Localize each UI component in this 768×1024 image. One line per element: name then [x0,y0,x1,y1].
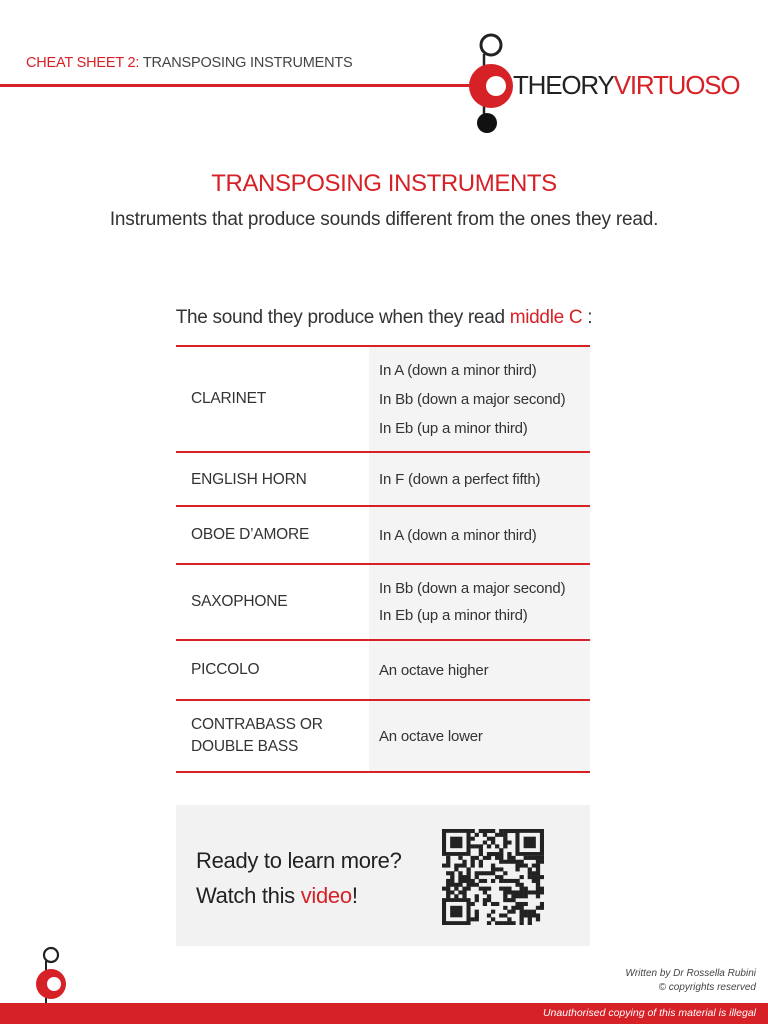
page-subtitle: Instruments that produce sounds different from the ones they read. [109,209,659,230]
instrument-name [176,701,369,771]
transposition-line: In A (down a minor third) [379,361,537,379]
sheet-label-prefix: CHEAT SHEET 2: [26,55,140,71]
table-row-english-horn [176,453,590,507]
cta-text [196,843,402,913]
transposition-cell [369,565,590,639]
credit [625,967,756,995]
table-row-oboe-damore [176,507,590,565]
table-intro-highlight: middle C [509,307,583,328]
instrument-label: SAXOPHONE [191,593,288,610]
footer-notice: Unauthorised copying of this material is illegal [542,1007,756,1019]
video-link[interactable]: video [300,883,352,908]
table-row-piccolo [176,641,590,701]
transposition-line: In F (down a perfect fifth) [379,470,541,488]
table-row-clarinet [176,347,590,453]
cta-line1: Ready to learn more? [196,848,402,873]
page-title: TRANSPOSING INSTRUMENTS [211,170,557,197]
instrument-label: DOUBLE BASS [191,738,299,755]
sheet-label-title: TRANSPOSING INSTRUMENTS [142,55,353,71]
instrument-name [176,453,369,505]
table-intro-suffix: : [582,307,593,328]
cta-line2 [196,878,402,913]
transposition-line: In Bb (down a major second) [379,580,566,597]
instrument-name [176,347,369,451]
instrument-label: CONTRABASS OR [191,716,323,733]
transposition-cell [369,347,590,451]
cta-line2-suffix: ! [351,883,358,908]
transposition-line: In Eb (up a minor third) [379,419,528,437]
transposition-line: An octave higher [379,661,489,679]
table-intro-text: The sound they produce when they read [175,307,510,328]
instrument-name [176,507,369,563]
transposition-line: An octave lower [379,727,483,745]
table-row-contrabass [176,701,590,773]
instrument-label: PICCOLO [191,661,260,678]
cta-panel [176,805,590,946]
credit-author: Written by Dr Rossella Rubini [625,968,756,979]
logo-word-theory: THEORY [513,70,614,100]
transposition-table [176,345,590,773]
sheet-label [26,55,353,71]
transposition-cell [369,453,590,505]
logo-word-virtuoso: VIRTUOSO [613,70,740,100]
table-intro [0,307,768,329]
logo-wordmark [513,72,739,98]
instrument-name [176,565,369,639]
transposition-cell [369,641,590,699]
instrument-label: ENGLISH HORN [191,471,307,488]
transposition-cell [369,701,590,771]
transposition-line: In Eb (up a minor third) [379,607,528,624]
cta-line2-text: Watch this [196,883,301,908]
qr-code-icon[interactable] [442,829,544,925]
credit-copyright: © copyrights reserved [658,982,756,993]
instrument-label: OBOE D’AMORE [191,526,310,543]
header-rule [0,84,500,87]
transposition-line: In Bb (down a major second) [379,390,566,408]
instrument-label: CLARINET [191,390,267,407]
instrument-name [176,641,369,699]
transposition-cell [369,507,590,563]
transposition-line: In A (down a minor third) [379,526,537,544]
footer-bar [0,1003,768,1024]
table-row-saxophone [176,565,590,641]
